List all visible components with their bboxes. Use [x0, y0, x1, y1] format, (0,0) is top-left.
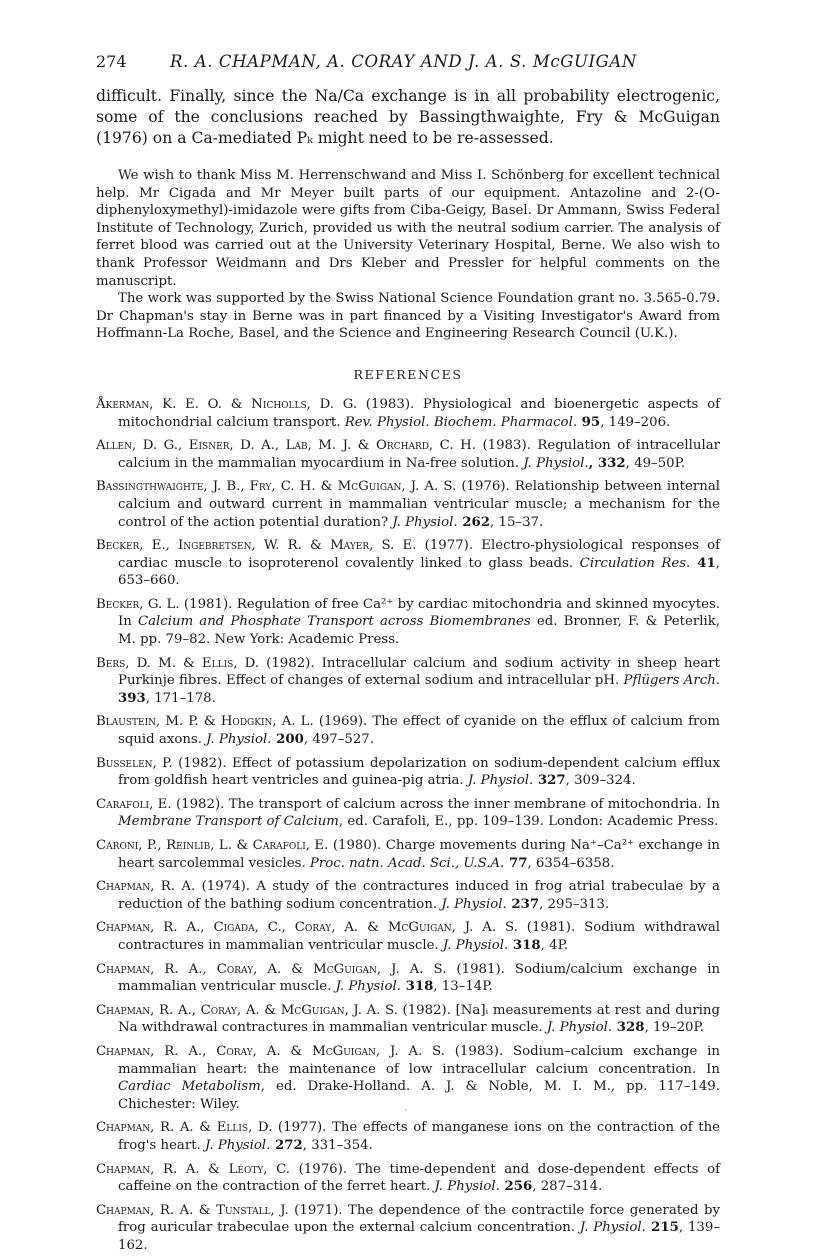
- reference-pages: , 49–50P.: [625, 455, 686, 471]
- reference-pages: , 287–314.: [532, 1179, 603, 1195]
- reference-journal: Calcium and Phosphate Transport across Biomembranes: [137, 614, 531, 630]
- reference-item: [96, 796, 720, 831]
- reference-item: [96, 1002, 720, 1037]
- reference-volume: 262: [457, 514, 491, 530]
- reference-text: (1983). Sodium–calcium exchange in mammalian heart: the maintenance of low intracellular calcium concentration. In: [118, 1043, 720, 1077]
- reference-journal: Pflügers Arch.: [623, 673, 720, 689]
- reference-item: [96, 961, 720, 996]
- reference-authors: Allen, D. G., Eisner, D. A., Lab, M. J. & Orchard, C. H.: [96, 438, 476, 454]
- reference-item: [96, 919, 720, 954]
- reference-item: [96, 396, 720, 431]
- reference-item: [96, 537, 720, 590]
- reference-volume: , 332: [588, 455, 626, 471]
- reference-authors: Chapman, R. A. & Ellis, D.: [96, 1120, 273, 1136]
- reference-item: [96, 1202, 720, 1255]
- reference-text: (1976). Relationship between internal calcium and outward current in mammalian ventricular muscle; a mechanism for the control of the action potential duration?: [118, 479, 720, 530]
- reference-volume: 272: [270, 1137, 303, 1153]
- running-head-authors: R. A. CHAPMAN, A. CORAY AND J. A. S. McGUIGAN: [170, 52, 637, 71]
- reference-pages: , 139–162.: [118, 1220, 721, 1253]
- reference-authors: Chapman, R. A. & Tunstall, J.: [96, 1202, 289, 1218]
- reference-pages: , 331–354.: [302, 1137, 373, 1153]
- closing-paragraph: difficult. Finally, since the Na/Ca exchange is in all probability electrogenic, some of the conclusions reached by Bassingthwaighte, Fry & McGuigan (1976) on a Ca-mediated Pₖ might need to be re-assessed.: [96, 87, 720, 147]
- reference-volume: 237: [506, 896, 540, 912]
- reference-item: [96, 437, 720, 472]
- reference-volume: 327: [533, 773, 566, 789]
- reference-volume: 318: [508, 937, 541, 953]
- reference-authors: Chapman, R. A.: [96, 879, 196, 895]
- reference-list: [96, 396, 720, 1255]
- reference-pages: , ed. Drake-Holland. A. J. & Noble, M. I. M., pp. 117–149. Chichester: Wiley.: [118, 1079, 720, 1112]
- reference-volume: 393: [118, 690, 146, 706]
- reference-volume: 318: [400, 979, 434, 995]
- reference-journal: Membrane Transport of Calcium: [118, 814, 339, 830]
- reference-volume: 77: [504, 855, 528, 871]
- reference-authors: Chapman, R. A., Coray, A. & McGuigan, J. A. S.: [96, 1002, 398, 1018]
- reference-journal: J. Physiol.: [523, 455, 589, 471]
- reference-text: (1981). Regulation of free Ca²⁺ by cardiac mitochondria and skinned myocytes. In: [118, 596, 720, 630]
- reference-item: [96, 655, 720, 708]
- reference-authors: Chapman, R. A. & Léoty, C.: [96, 1161, 291, 1177]
- reference-text: (1981). Sodium withdrawal contractures in mammalian ventricular muscle.: [118, 920, 721, 953]
- scan-speck: ’: [404, 1108, 407, 1117]
- reference-item: [96, 1161, 720, 1196]
- reference-authors: Carafoli, E.: [96, 796, 172, 812]
- reference-pages: , 497–527.: [303, 732, 374, 748]
- reference-authors: Blaustein, M. P. & Hodgkin, A. L.: [96, 714, 314, 730]
- reference-authors: Åkerman, K. E. O. & Nicholls, D. G.: [96, 396, 358, 412]
- reference-item: [96, 837, 720, 872]
- reference-pages: , 13–14P.: [433, 979, 493, 995]
- reference-pages: , 19–20P.: [644, 1020, 704, 1036]
- reference-pages: ed. Bronner, F. & Peterlik, M. pp. 79–82. New York: Academic Press.: [118, 614, 720, 648]
- reference-text: (1980). Charge movements during Na⁺–Ca²⁺ exchange in heart sarcolemmal vesicles.: [118, 838, 720, 871]
- reference-pages: , 171–178.: [145, 690, 216, 706]
- reference-text: (1981). Sodium/calcium exchange in mammalian ventricular muscle.: [118, 961, 721, 995]
- reference-authors: Chapman, R. A., Coray, A. & McGuigan, J. A. S.: [96, 1043, 445, 1059]
- reference-pages: , 4P.: [540, 937, 569, 953]
- reference-volume: 200: [271, 732, 304, 748]
- reference-volume: 41: [690, 555, 716, 571]
- reference-text: (1971). The dependence of the contractile force generated by frog auricular trabeculae upon the external calcium concentration.: [118, 1202, 721, 1236]
- reference-journal: J. Physiol.: [205, 1137, 271, 1153]
- reference-item: [96, 478, 720, 531]
- reference-text: (1982). Intracellular calcium and sodium activity in sheep heart Purkinje fibres. Effect of changes of external sodium and intracellular pH.: [118, 655, 720, 689]
- reference-authors: Becker, G. L.: [96, 596, 180, 612]
- reference-text: (1976). The time-dependent and dose-dependent effects of caffeine on the contraction of the ferret heart.: [118, 1161, 720, 1195]
- reference-text: (1977). The effects of manganese ions on the contraction of the frog's heart.: [118, 1120, 721, 1153]
- reference-item: [96, 1119, 720, 1154]
- acknowledgement-paragraph: We wish to thank Miss M. Herrenschwand and Miss I. Schönberg for excellent technical help. Mr Cigada and Mr Meyer built parts of our equipment. Antazoline and 2-(O-diphenyloxymethyl)-imidazole were gifts from Ciba-Geigy, Basel. Dr Ammann, Swiss Federal Institute of Technology, Zurich, provided us with the neutral sodium carrier. The analysis of ferret blood was carried out at the University Veterinary Hospital, Berne. We also wish to thank Professor Weidmann and Drs Kleber and Pressler for helpful comments on the manuscript.: [96, 168, 720, 289]
- reference-pages: , 653–660.: [118, 555, 720, 589]
- reference-text: (1982). [Na]ᵢ measurements at rest and during Na withdrawal contractures in mammalian ventricular muscle.: [118, 1002, 721, 1036]
- running-head: [96, 52, 720, 78]
- reference-pages: , 309–324.: [565, 773, 636, 789]
- reference-authors: Becker, E., Ingebretsen, W. R. & Mayer, S. E.: [96, 538, 417, 554]
- reference-item: [96, 1043, 720, 1117]
- reference-text: (1982). The transport of calcium across the inner membrane of mitochondria. In: [171, 796, 720, 812]
- reference-journal: J. Physiol.: [392, 514, 458, 530]
- reference-volume: 256: [499, 1179, 533, 1195]
- reference-volume: 215: [645, 1220, 679, 1236]
- reference-authors: Bassingthwaighte, J. B., Fry, C. H. & McGuigan, J. A. S.: [96, 479, 457, 495]
- references-heading: REFERENCES: [353, 366, 463, 382]
- reference-journal: J. Physiol.: [434, 1179, 500, 1195]
- reference-text: (1983). Regulation of intracellular calcium in the mammalian myocardium in Na-free solution.: [118, 438, 721, 471]
- reference-journal: J. Physiol.: [579, 1220, 646, 1236]
- reference-journal: J. Physiol.: [206, 732, 272, 748]
- reference-item: [96, 713, 720, 748]
- reference-journal: J. Physiol.: [442, 937, 509, 953]
- reference-text: (1969). The effect of cyanide on the efflux of calcium from squid axons.: [118, 714, 720, 748]
- reference-journal: Cardiac Metabolism: [118, 1079, 261, 1095]
- reference-pages: , 6354–6358.: [527, 855, 615, 871]
- reference-item: [96, 596, 720, 649]
- reference-volume: 328: [612, 1020, 645, 1036]
- reference-journal: Rev. Physiol. Biochem. Pharmacol.: [344, 414, 578, 430]
- reference-item: [96, 755, 720, 790]
- page-number: 274: [96, 52, 127, 71]
- reference-authors: Bers, D. M. & Ellis, D.: [96, 655, 260, 671]
- reference-authors: Chapman, R. A., Coray, A. & McGuigan, J. A. S.: [96, 961, 447, 977]
- reference-authors: Caroni, P., Reinlib, L. & Carafoli, E.: [96, 838, 329, 853]
- reference-text: (1982). Effect of potassium depolarization on sodium-dependent calcium efflux from goldfish heart ventricles and guinea-pig atria.: [118, 755, 720, 789]
- funding-paragraph: The work was supported by the Swiss National Science Foundation grant no. 3.565-0.79. Dr Chapman's stay in Berne was in part financed by a Visiting Investigator's Award from Hoffmann-La Roche, Basel, and the Science and Engineering Research Council (U.K.).: [96, 291, 720, 342]
- reference-journal: Proc. natn. Acad. Sci., U.S.A.: [309, 855, 505, 871]
- journal-page: [96, 52, 720, 1260]
- reference-journal: J. Physiol.: [335, 979, 401, 995]
- acknowledgements: [96, 167, 720, 343]
- reference-pages: , 149–206.: [600, 414, 671, 430]
- reference-volume: 95: [577, 414, 601, 430]
- reference-text: (1983). Physiological and bioenergetic aspects of mitochondrial calcium transport.: [118, 396, 720, 430]
- reference-pages: , ed. Carafoli, E., pp. 109–139. London: Academic Press.: [338, 814, 719, 830]
- reference-authors: Chapman, R. A., Cigada, C., Coray, A. & McGuigan, J. A. S.: [96, 920, 518, 936]
- reference-journal: J. Physiol.: [546, 1020, 613, 1036]
- reference-journal: Circulation Res.: [579, 555, 691, 571]
- reference-item: [96, 878, 720, 913]
- reference-text: (1977). Electro-physiological responses of cardiac muscle to isoproterenol covalently linked to glass beads.: [118, 538, 720, 571]
- reference-text: (1974). A study of the contractures induced in frog atrial trabeculae by a reduction of the bathing sodium concentration.: [118, 879, 720, 912]
- reference-pages: , 295–313.: [539, 896, 610, 912]
- reference-journal: J. Physiol.: [441, 896, 507, 912]
- reference-journal: J. Physiol.: [467, 773, 534, 789]
- reference-authors: Busselen, P.: [96, 755, 173, 771]
- reference-pages: , 15–37.: [490, 514, 544, 530]
